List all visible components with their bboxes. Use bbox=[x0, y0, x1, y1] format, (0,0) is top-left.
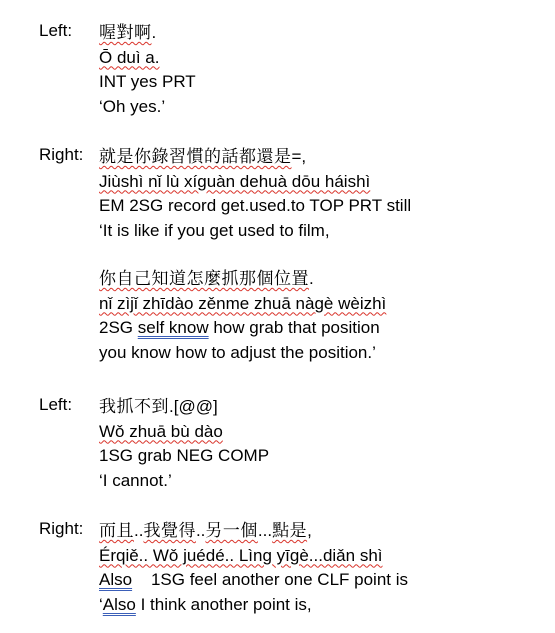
gloss-lines bbox=[99, 519, 539, 617]
translation-line bbox=[99, 593, 539, 618]
gloss-lines bbox=[99, 145, 539, 365]
speaker-label: Left: bbox=[39, 21, 73, 40]
chinese-text: 喔對啊 bbox=[99, 23, 152, 42]
chinese-line bbox=[99, 267, 539, 292]
pinyin-line bbox=[99, 46, 539, 71]
gloss-lines bbox=[99, 21, 539, 119]
pinyin-text: Jiùshì nǐ lù xíguàn dehuà dōu háishì bbox=[99, 171, 371, 191]
pinyin-line bbox=[99, 420, 539, 445]
gloss-text: how grab that position bbox=[208, 318, 380, 337]
gloss-line bbox=[99, 316, 539, 341]
gloss-text-underlined: Also bbox=[99, 570, 133, 589]
utterance-left-2 bbox=[39, 395, 539, 495]
speaker-label: Right: bbox=[39, 145, 84, 164]
gloss-text: 1SG feel another one CLF point is bbox=[132, 570, 409, 589]
speaker-label: Left: bbox=[39, 395, 73, 414]
gloss-line bbox=[99, 568, 539, 593]
chinese-text: 點是 bbox=[272, 521, 308, 540]
translation-line: ‘I cannot.’ bbox=[99, 470, 172, 490]
chinese-text: 我覺得 bbox=[143, 521, 196, 540]
translation-line: you know how to adjust the position.’ bbox=[99, 342, 376, 362]
punctuation: . bbox=[309, 269, 314, 288]
punctuation: .[@@] bbox=[169, 397, 218, 416]
pinyin-line bbox=[99, 544, 539, 569]
translation-text-underlined: Also bbox=[102, 594, 136, 614]
gloss-text: 2SG bbox=[99, 318, 138, 337]
translation-line: ‘Oh yes.’ bbox=[99, 96, 166, 116]
gloss-line: INT yes PRT bbox=[99, 72, 196, 91]
punctuation: .. bbox=[134, 521, 144, 540]
pinyin-text: Wǒ zhuā bù dào bbox=[99, 421, 223, 441]
gloss-line: 1SG grab NEG COMP bbox=[99, 446, 270, 465]
pinyin-line bbox=[99, 292, 539, 317]
pinyin-text: Ō duì a. bbox=[99, 47, 160, 67]
spacer bbox=[99, 243, 539, 267]
chinese-text: 而且 bbox=[99, 521, 134, 540]
punctuation: =, bbox=[291, 147, 307, 166]
gloss-line: EM 2SG record get.used.to TOP PRT still bbox=[99, 196, 412, 215]
translation-text: I think another point is, bbox=[135, 594, 312, 614]
pinyin-text: nǐ zìjǐ zhīdào zěnme zhuā nàgè wèizhì bbox=[99, 293, 387, 313]
translation-line: ‘It is like if you get used to film, bbox=[99, 220, 330, 240]
chinese-line bbox=[99, 395, 539, 420]
chinese-text: 我抓不到 bbox=[99, 397, 169, 416]
chinese-text: 你自己知道怎麼抓那個位置 bbox=[99, 269, 309, 288]
speaker-label: Right: bbox=[39, 519, 84, 538]
quote-mark: ‘ bbox=[99, 594, 103, 614]
chinese-text: 另一個 bbox=[205, 521, 258, 540]
gloss-lines bbox=[99, 395, 539, 493]
gloss-text-underlined: self know bbox=[137, 318, 209, 337]
punctuation: ... bbox=[257, 521, 273, 540]
chinese-line bbox=[99, 519, 539, 544]
utterance-right-2 bbox=[39, 519, 539, 619]
punctuation: .. bbox=[195, 521, 206, 540]
punctuation: , bbox=[307, 521, 312, 540]
utterance-left-1 bbox=[39, 21, 539, 121]
utterance-right-1 bbox=[39, 145, 539, 369]
punctuation: . bbox=[151, 23, 157, 42]
chinese-line bbox=[99, 21, 539, 46]
pinyin-text: Érqiě.. Wǒ juédé.. Lìng yīgè...diǎn shì bbox=[99, 545, 383, 565]
chinese-line bbox=[99, 145, 539, 170]
pinyin-line bbox=[99, 170, 539, 195]
chinese-text: 就是你錄習慣的話都還是 bbox=[99, 147, 292, 166]
